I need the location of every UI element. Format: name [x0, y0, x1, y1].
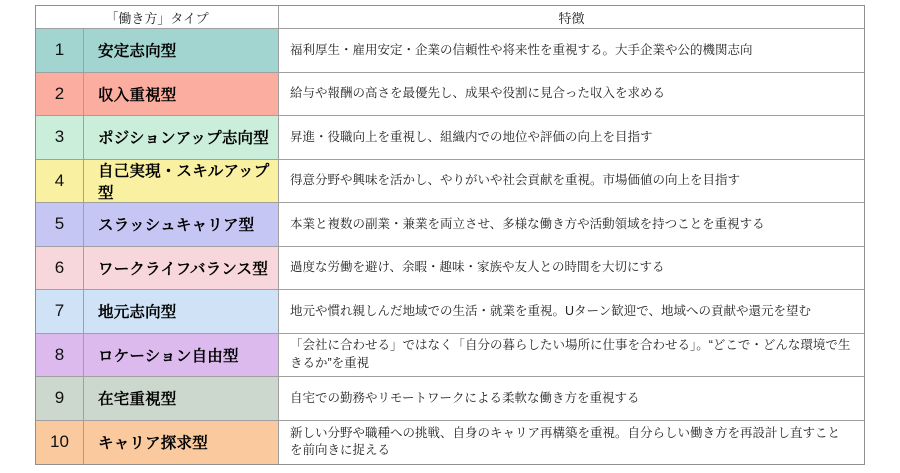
- table-row: [36, 29, 864, 73]
- table-header-row: [36, 6, 864, 29]
- feature-text: 新しい分野や職種への挑戦、自身のキャリア再構築を重視。自分らしい働き方を再設計し直すことを前向きに捉える: [290, 425, 841, 458]
- row-feature-text: [279, 29, 864, 73]
- row-feature-text: [279, 160, 864, 204]
- row-type-label: キャリア探求型: [84, 421, 279, 465]
- row-feature-text: [279, 247, 864, 291]
- table-row: [36, 377, 864, 421]
- row-type-label: ワークライフバランス型: [84, 247, 279, 291]
- feature-text: 過度な労働を避け、余暇・趣味・家族や友人との時間を大切にする: [290, 260, 665, 274]
- feature-text: 地元や慣れ親しんだ地域での生活・就業を重視。Uターン歓迎で、地域への貢献や還元を望む: [290, 303, 812, 318]
- row-number: 2: [36, 73, 84, 117]
- working-style-type-table: [35, 5, 865, 465]
- feature-text: 福利厚生・雇用安定・企業の信頼性や将来性を重視する。大手企業や公的機関志向: [290, 42, 753, 57]
- feature-text: 昇進・役職向上を重視し、組織内での地位や評価の向上を目指す: [290, 129, 653, 144]
- table-row: [36, 334, 864, 378]
- row-number: 3: [36, 116, 84, 160]
- row-feature-text: [279, 421, 864, 465]
- table-row: [36, 203, 864, 247]
- row-number: 9: [36, 377, 84, 421]
- header-feature-column: 特徴: [279, 6, 864, 29]
- row-number: 7: [36, 290, 84, 334]
- table-row: [36, 73, 864, 117]
- row-feature-text: [279, 290, 864, 334]
- row-type-label: 自己実現・スキルアップ型: [84, 160, 279, 204]
- row-feature-text: [279, 203, 864, 247]
- row-number: 4: [36, 160, 84, 204]
- feature-text: 給与や報酬の高さを最優先し、成果や役割に見合った収入を求める: [290, 86, 666, 100]
- feature-text: 本業と複数の副業・兼業を両立させ、多様な働き方や活動領域を持つことを重視する: [290, 216, 765, 231]
- row-feature-text: [279, 116, 864, 160]
- feature-text: 「会社に合わせる」ではなく「自分の暮らしたい場所に仕事を合わせる」。“どこで・どんな環境で生きるか”を重視: [290, 338, 851, 370]
- row-number: 10: [36, 421, 84, 465]
- row-type-label: ロケーション自由型: [84, 334, 279, 378]
- row-feature-text: [279, 377, 864, 421]
- row-type-label: 収入重視型: [84, 73, 279, 117]
- table-row: [36, 290, 864, 334]
- row-feature-text: [279, 334, 864, 378]
- table-row: [36, 116, 864, 160]
- row-type-label: スラッシュキャリア型: [84, 203, 279, 247]
- table-row: [36, 160, 864, 204]
- row-feature-text: [279, 73, 864, 117]
- row-number: 6: [36, 247, 84, 291]
- row-number: 5: [36, 203, 84, 247]
- row-number: 8: [36, 334, 84, 378]
- table-row: [36, 421, 864, 465]
- table-row: [36, 247, 864, 291]
- row-type-label: 在宅重視型: [84, 377, 279, 421]
- row-type-label: 地元志向型: [84, 290, 279, 334]
- feature-text: 自宅での勤務やリモートワークによる柔軟な働き方を重視する: [290, 390, 640, 405]
- header-type-column: 「働き方」タイプ: [36, 6, 279, 29]
- row-number: 1: [36, 29, 84, 73]
- row-type-label: ポジションアップ志向型: [84, 116, 279, 160]
- row-type-label: 安定志向型: [84, 29, 279, 73]
- feature-text: 得意分野や興味を活かし、やりがいや社会貢献を重視。市場価値の向上を目指す: [290, 173, 741, 187]
